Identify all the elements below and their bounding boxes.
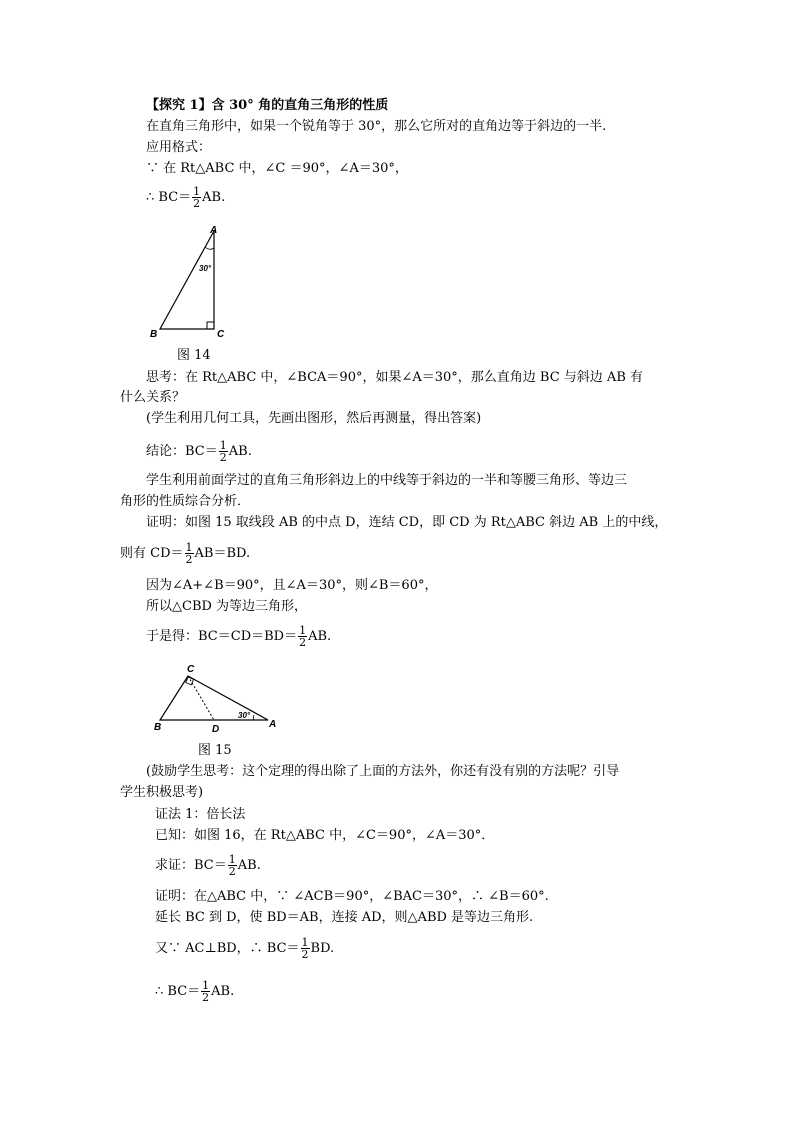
triangle-abc bbox=[160, 231, 214, 329]
triangle-abc bbox=[160, 676, 268, 720]
figure-15-caption: 图 15 bbox=[198, 743, 232, 758]
proof-statement: 证明：在△ABC 中，∵ ∠ACB＝90°，∠BAC＝30°，∴ ∠B＝60°. bbox=[155, 889, 549, 904]
angle-30-label: 30° bbox=[199, 264, 212, 273]
figure-14-triangle bbox=[146, 225, 226, 345]
analysis-text: 学生利用前面学过的直角三角形斜边上的中线等于斜边的一半和等腰三角形、等边三 bbox=[146, 473, 628, 488]
angle-30-label: 30° bbox=[238, 711, 251, 720]
vertex-c-label: C bbox=[217, 329, 225, 340]
vertex-b-label: B bbox=[150, 329, 158, 340]
proof-text-cont: 则有 CD＝ $\frac{1}{2}$ AB＝BD. bbox=[120, 541, 251, 566]
angle-arc bbox=[205, 247, 214, 249]
format-label: 应用格式： bbox=[146, 140, 212, 155]
fraction-half: $\frac{1}{2}$ bbox=[299, 624, 307, 649]
fraction-half: $\frac{1}{2}$ bbox=[228, 853, 236, 878]
prove-statement: 求证：BC＝ $\frac{1}{2}$ AB. bbox=[155, 853, 261, 878]
fraction-half: $\frac{1}{2}$ bbox=[185, 541, 193, 566]
fraction-half: $\frac{1}{2}$ bbox=[301, 936, 309, 961]
theorem-text: 在直角三角形中，如果一个锐角等于 30°，那么它所对的直角边等于斜边的一半. bbox=[146, 119, 607, 134]
vertex-c-label: C bbox=[187, 664, 195, 675]
right-angle-mark bbox=[207, 322, 214, 329]
vertex-b-label: B bbox=[154, 722, 162, 733]
extend-statement: 延长 BC 到 D，使 BD＝AB，连接 AD，则△ABD 是等边三角形. bbox=[155, 910, 534, 925]
section-heading: 【探究 1】含 30° 角的直角三角形的性质 bbox=[146, 98, 389, 113]
method-title: 证法 1：倍长法 bbox=[155, 807, 246, 822]
angle-reasoning: 因为∠A+∠B＝90°，且∠A＝30°，则∠B＝60°， bbox=[146, 578, 438, 593]
known-statement: 已知：如图 16，在 Rt△ABC 中，∠C＝90°，∠A＝30°． bbox=[155, 828, 495, 843]
fraction-half: $\frac{1}{2}$ bbox=[193, 185, 201, 210]
think-question: 思考：在 Rt△ABC 中，∠BCA＝90°，如果∠A＝30°，那么直角边 BC 与斜边 AB 有 bbox=[146, 370, 644, 385]
angle-arc bbox=[254, 715, 255, 720]
vertex-d-label: D bbox=[212, 724, 220, 735]
result-statement: 结论：BC＝ $\frac{1}{2}$ AB. bbox=[146, 439, 252, 464]
think-question-cont: 什么关系？ bbox=[120, 390, 186, 405]
figure-15-triangle bbox=[154, 662, 284, 735]
vertex-a-label: A bbox=[269, 719, 277, 730]
conclusion-suffix: AB. bbox=[202, 190, 226, 205]
fraction-half: $\frac{1}{2}$ bbox=[219, 439, 227, 464]
also-statement: 又∵ AC⊥BD，∴ BC＝ $\frac{1}{2}$ BD. bbox=[155, 936, 335, 961]
conclusion-prefix: ∴ BC＝ bbox=[146, 190, 192, 205]
fraction-half: $\frac{1}{2}$ bbox=[202, 979, 210, 1004]
figure-14-caption: 图 14 bbox=[177, 348, 211, 363]
final-statement: ∴ BC＝ $\frac{1}{2}$ AB. bbox=[155, 979, 235, 1004]
equilateral-statement: 所以△CBD 为等边三角形， bbox=[146, 599, 308, 614]
proof-text: 证明：如图 15 取线段 AB 的中点 D，连结 CD，即 CD 为 Rt△ABC 斜边 AB 上的中线， bbox=[146, 515, 668, 530]
given-statement: ∵ 在 Rt△ABC 中，∠C ＝90°，∠A＝30°， bbox=[146, 161, 408, 176]
conclusion-statement bbox=[146, 186, 225, 209]
vertex-a-label: A bbox=[210, 225, 218, 236]
encourage-text-cont: 学生积极思考) bbox=[120, 785, 204, 800]
analysis-text-cont: 角形的性质综合分析． bbox=[120, 494, 251, 509]
student-note: (学生利用几何工具，先画出图形，然后再测量，得出答案) bbox=[146, 411, 482, 426]
thus-statement: 于是得：BC＝CD＝BD＝ $\frac{1}{2}$ AB. bbox=[146, 624, 332, 649]
encourage-text: (鼓励学生思考：这个定理的得出除了上面的方法外，你还有没有别的方法呢？引导 bbox=[146, 764, 620, 779]
